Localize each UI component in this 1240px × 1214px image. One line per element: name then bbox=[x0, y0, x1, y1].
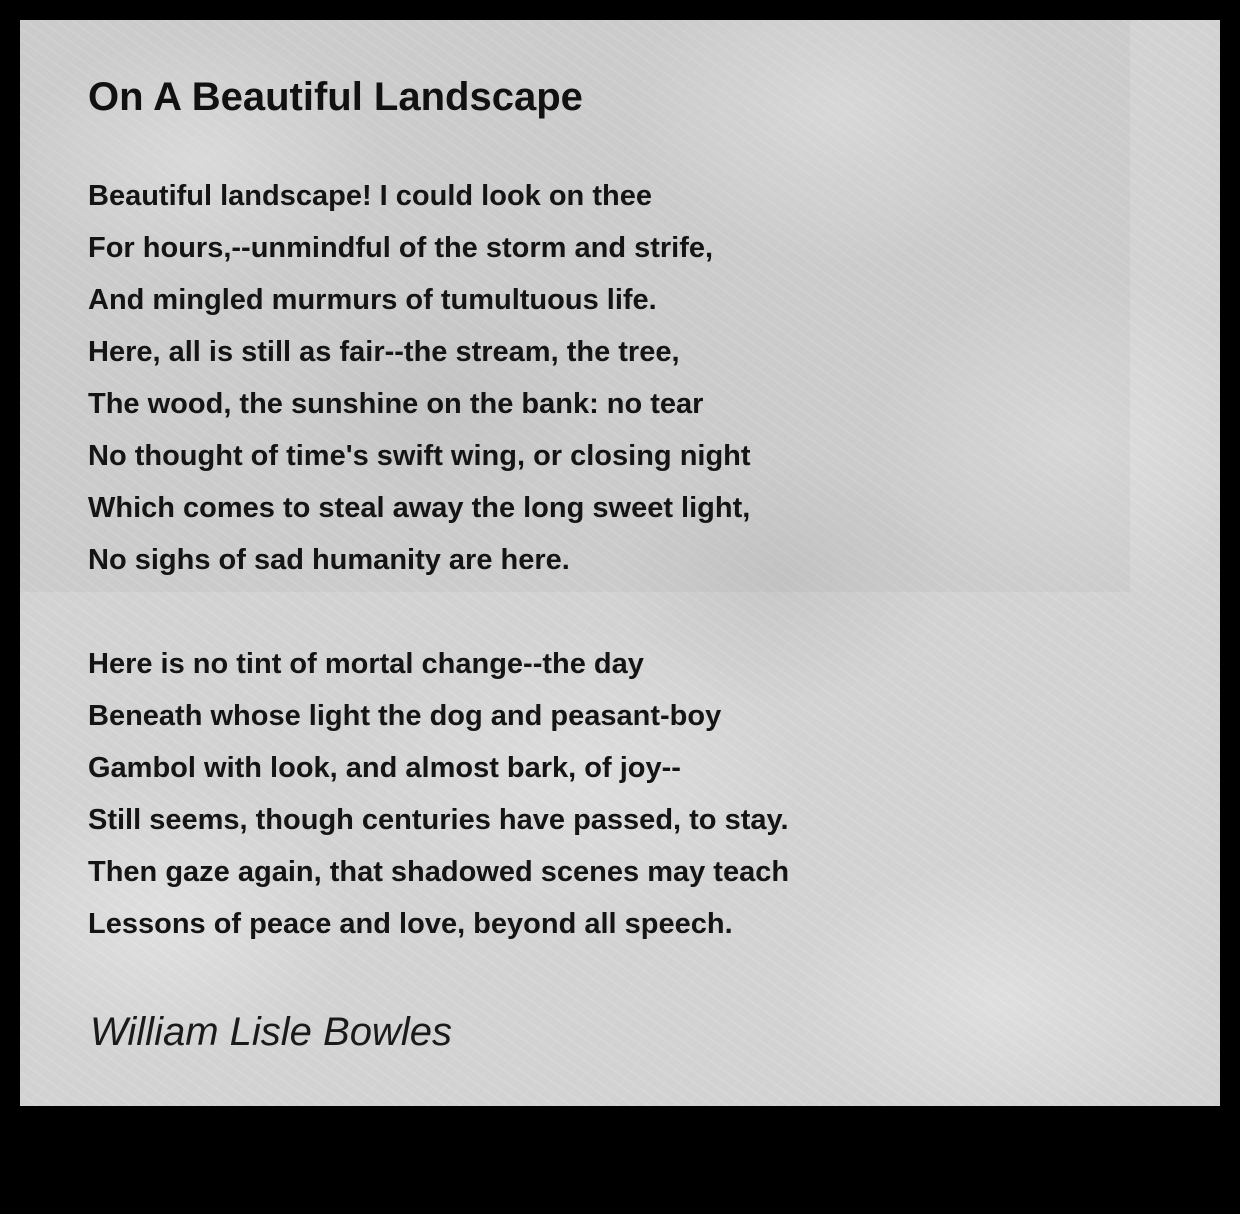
poem-card bbox=[20, 20, 1220, 1106]
stanza-1 bbox=[88, 170, 751, 586]
poem-line: Which comes to steal away the long sweet light, bbox=[88, 492, 751, 524]
poem-author: William Lisle Bowles bbox=[90, 1010, 452, 1054]
poem-line: Here is no tint of mortal change--the day bbox=[88, 648, 644, 680]
poem-line: The wood, the sunshine on the bank: no tear bbox=[88, 388, 704, 420]
poem-line: Beneath whose light the dog and peasant-boy bbox=[88, 700, 722, 732]
stanza-2 bbox=[88, 638, 789, 950]
poem-line: No thought of time's swift wing, or closing night bbox=[88, 440, 751, 472]
poem-line: And mingled murmurs of tumultuous life. bbox=[88, 284, 657, 316]
poem-line: No sighs of sad humanity are here. bbox=[88, 544, 570, 576]
poem-line: Here, all is still as fair--the stream, the tree, bbox=[88, 336, 680, 368]
poem-line: Still seems, though centuries have passed, to stay. bbox=[88, 804, 789, 836]
poem-line: Gambol with look, and almost bark, of joy-- bbox=[88, 752, 681, 784]
poem-line: Lessons of peace and love, beyond all speech. bbox=[88, 908, 733, 940]
poem-title: On A Beautiful Landscape bbox=[88, 75, 583, 119]
poem-line: Then gaze again, that shadowed scenes may teach bbox=[88, 856, 790, 888]
poem-line: Beautiful landscape! I could look on thee bbox=[88, 180, 652, 212]
poem-line: For hours,--unmindful of the storm and strife, bbox=[88, 232, 714, 264]
